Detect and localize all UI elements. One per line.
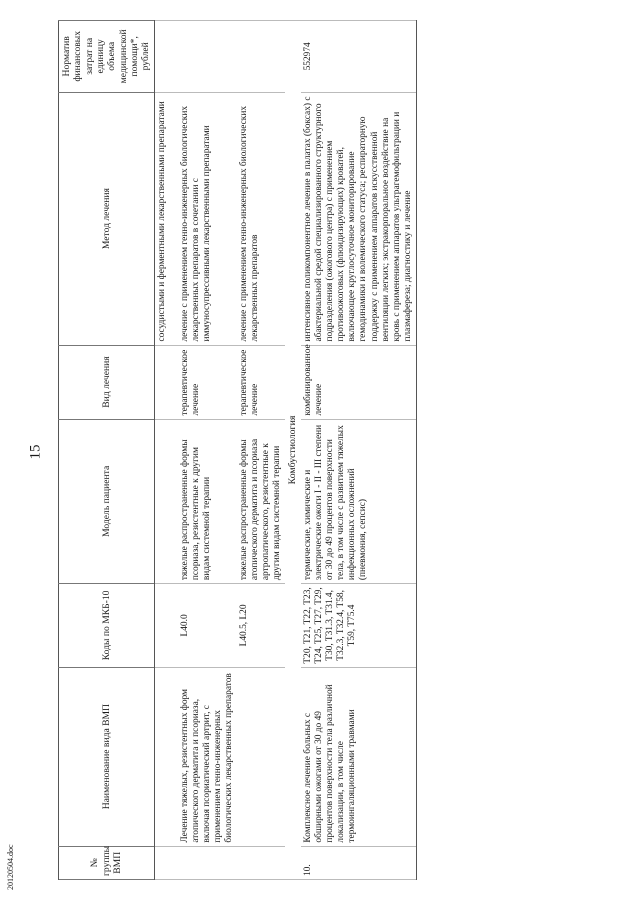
header-name: Наименование вида ВМП: [59, 667, 155, 846]
cell-type: [154, 345, 178, 419]
table-row: [154, 21, 178, 880]
cell-icd: L40.5, L20: [237, 584, 285, 668]
header-type: Вид лечения: [59, 345, 155, 419]
footer-doc-code: 20120504.doc: [6, 844, 15, 890]
table-row: [237, 21, 285, 880]
cell-cost: 552974: [301, 21, 416, 93]
cell-method: лечение с применением генно-инженерных биологических лекарственных препаратов в сочетании с иммуносупрессивными лекарственными препаратами: [178, 92, 237, 345]
header-method: Метод лечения: [59, 92, 155, 345]
cell-cost: [154, 21, 178, 93]
table-row: [178, 21, 237, 880]
cell-cost: [237, 21, 285, 93]
vmp-table: [58, 20, 417, 880]
cell-type: терапевтическое лечение: [237, 345, 285, 419]
table-row: [301, 21, 416, 880]
cell-name: [237, 667, 285, 846]
header-icd: Коды по МКБ-10: [59, 584, 155, 668]
page-number: 15: [27, 444, 44, 460]
cell-group: [154, 846, 178, 879]
header-cost: Норматив финансовых затрат на единицу объема медицинской помощи*, рублей: [59, 21, 155, 93]
cell-method: сосудистыми и ферментными лекарственными препаратами: [154, 92, 178, 345]
cell-type: терапевтическое лечение: [178, 345, 237, 419]
cell-icd: T20, T21, T22, T23, T24, T25, T27, T29, T30, T31.3, T31.4, T32.3, T32.4, T58, T59, T75.4: [301, 584, 416, 668]
header-model: Модель пациента: [59, 419, 155, 584]
cell-model: термические, химические и электрические ожоги I - II - III степени от 30 до 49 процентов поверхности тела, в том числе с развитием тяжелых инфекционных осложнений (пневмония, сепсис): [301, 419, 416, 584]
cell-group: 10.: [301, 846, 416, 879]
cell-name: [154, 667, 178, 846]
cell-cost: [178, 21, 237, 93]
cell-name: Лечение тяжелых, резистентных форм атопического дерматита и псориаза, включая псориатический артрит, с применением генно-инженерных биологических лекарственных препаратов: [178, 667, 237, 846]
cell-type: комбинированное лечение: [301, 345, 416, 419]
cell-name: Комплексное лечение больных с обширными ожогами от 30 до 49 процентов поверхности тела различной локализации, в том числе термоингаляционными травмами: [301, 667, 416, 846]
cell-model: тяжелые распространенные формы псориаза, резистентные к другим видам системной терапии: [178, 419, 237, 584]
rotated-table-container: [58, 20, 598, 880]
section-title: Комбустиология: [285, 21, 301, 880]
cell-icd: [154, 584, 178, 668]
section-row: [285, 21, 301, 880]
table-header-row: [59, 21, 155, 880]
cell-model: тяжелые распространенные формы атопического дерматита и псориаза артропатического, резистентные к другим видам системной терапии: [237, 419, 285, 584]
cell-group: [237, 846, 285, 879]
cell-model: [154, 419, 178, 584]
cell-method: лечение с применением генно-инженерных биологических лекарственных препаратов: [237, 92, 285, 345]
cell-method: интенсивное поликомпонентное лечение в палатах (боксах) с абактериальной средой специализированного структурного подразделения (ожогового центра) с применением противоожоговых (флюидизирующих) кроватей, включающее круглосуточное мониторирование гемодинамики и волемического статуса; респираторную поддержку с применением аппаратов искусственной вентиляции легких; экстракорпоральное воздействие на кровь с применением аппаратов ультрагемофильтрации и плазмафереза; диагностику и лечение: [301, 92, 416, 345]
header-group: № группы ВМП: [59, 846, 155, 879]
cell-group: [178, 846, 237, 879]
cell-icd: L40.0: [178, 584, 237, 668]
